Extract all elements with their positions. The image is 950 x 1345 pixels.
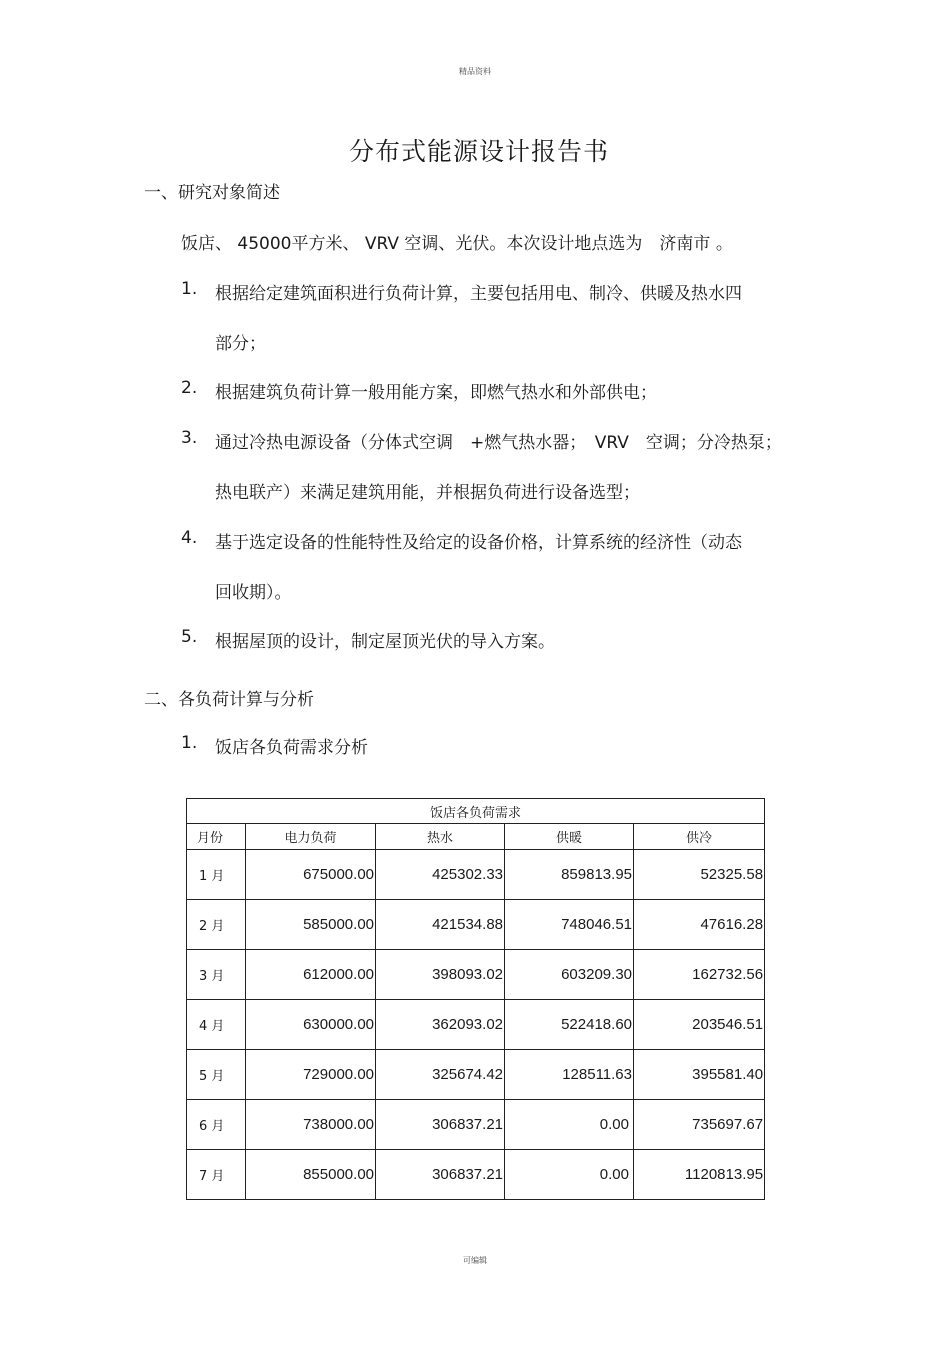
month-cell: 5 月 [187, 1050, 246, 1100]
heating-cell: 748046.51 [505, 900, 634, 950]
cooling-cell: 47616.28 [634, 900, 765, 950]
table-row [187, 900, 765, 950]
list-item-line: 部分； [215, 334, 266, 354]
cooling-cell: 203546.51 [634, 1000, 765, 1050]
heating-cell: 0.00 [505, 1100, 634, 1150]
electric-load-cell: 738000.00 [246, 1100, 376, 1150]
list-item-line: 热电联产）来满足建筑用能，并根据负荷进行设备选型； [215, 483, 640, 503]
hot-water-cell: 425302.33 [376, 850, 505, 900]
electric-load-cell: 729000.00 [246, 1050, 376, 1100]
table-row [187, 950, 765, 1000]
month-cell: 2 月 [187, 900, 246, 950]
heating-cell: 0.00 [505, 1150, 634, 1200]
list-item-line: 通过冷热电源设备（分体式空调 +燃气热水器； VRV 空调；分冷热泵； [215, 433, 782, 453]
electric-load-cell: 855000.00 [246, 1150, 376, 1200]
heating-cell: 859813.95 [505, 850, 634, 900]
cooling-cell: 1120813.95 [634, 1150, 765, 1200]
cooling-cell: 395581.40 [634, 1050, 765, 1100]
heating-cell: 128511.63 [505, 1050, 634, 1100]
electric-load-cell: 630000.00 [246, 1000, 376, 1050]
list-item-line: 回收期）。 [215, 583, 292, 603]
subsection-number: 1. [181, 733, 198, 753]
load-demand-table [186, 798, 765, 1200]
hot-water-cell: 362093.02 [376, 1000, 505, 1050]
page-header: 精品资料 [459, 67, 491, 76]
table-caption-row [187, 799, 765, 824]
column-header-hot-water: 热水 [376, 824, 505, 850]
hot-water-cell: 325674.42 [376, 1050, 505, 1100]
section-heading-2: 二、各负荷计算与分析 [144, 690, 314, 710]
hot-water-cell: 421534.88 [376, 900, 505, 950]
heating-cell: 522418.60 [505, 1000, 634, 1050]
list-number: 1. [181, 279, 198, 299]
hot-water-cell: 398093.02 [376, 950, 505, 1000]
list-item-line: 根据建筑负荷计算一般用能方案，即燃气热水和外部供电； [215, 383, 657, 403]
table-caption: 饭店各负荷需求 [187, 799, 765, 824]
table-row [187, 850, 765, 900]
column-header-electric-load: 电力负荷 [246, 824, 376, 850]
column-header-month: 月份 [187, 824, 246, 850]
month-cell: 4 月 [187, 1000, 246, 1050]
list-number: 2. [181, 378, 198, 398]
table-header-row [187, 824, 765, 850]
electric-load-cell: 612000.00 [246, 950, 376, 1000]
month-cell: 6 月 [187, 1100, 246, 1150]
cooling-cell: 162732.56 [634, 950, 765, 1000]
electric-load-cell: 585000.00 [246, 900, 376, 950]
list-item-line: 基于选定设备的性能特性及给定的设备价格，计算系统的经济性（动态 [215, 533, 742, 553]
hot-water-cell: 306837.21 [376, 1100, 505, 1150]
heating-cell: 603209.30 [505, 950, 634, 1000]
cooling-cell: 52325.58 [634, 850, 765, 900]
table-row [187, 1000, 765, 1050]
list-item-line: 根据屋顶的设计，制定屋顶光伏的导入方案。 [215, 632, 555, 652]
list-number: 4. [181, 528, 198, 548]
subsection-heading: 饭店各负荷需求分析 [215, 738, 368, 758]
page-footer: 可编辑 [463, 1256, 487, 1265]
column-header-heating: 供暖 [505, 824, 634, 850]
month-cell: 7 月 [187, 1150, 246, 1200]
table-row [187, 1100, 765, 1150]
electric-load-cell: 675000.00 [246, 850, 376, 900]
table-row [187, 1150, 765, 1200]
intro-paragraph: 饭店、 45000平方米、 VRV 空调、光伏。本次设计地点选为 济南市 。 [181, 234, 733, 254]
month-cell: 1 月 [187, 850, 246, 900]
list-number: 5. [181, 627, 198, 647]
table-row [187, 1050, 765, 1100]
month-cell: 3 月 [187, 950, 246, 1000]
page-title: 分布式能源设计报告书 [348, 137, 609, 166]
section-heading-1: 一、研究对象简述 [144, 183, 280, 203]
list-item-line: 根据给定建筑面积进行负荷计算，主要包括用电、制冷、供暖及热水四 [215, 284, 742, 304]
cooling-cell: 735697.67 [634, 1100, 765, 1150]
column-header-cooling: 供冷 [634, 824, 765, 850]
list-number: 3. [181, 428, 198, 448]
hot-water-cell: 306837.21 [376, 1150, 505, 1200]
